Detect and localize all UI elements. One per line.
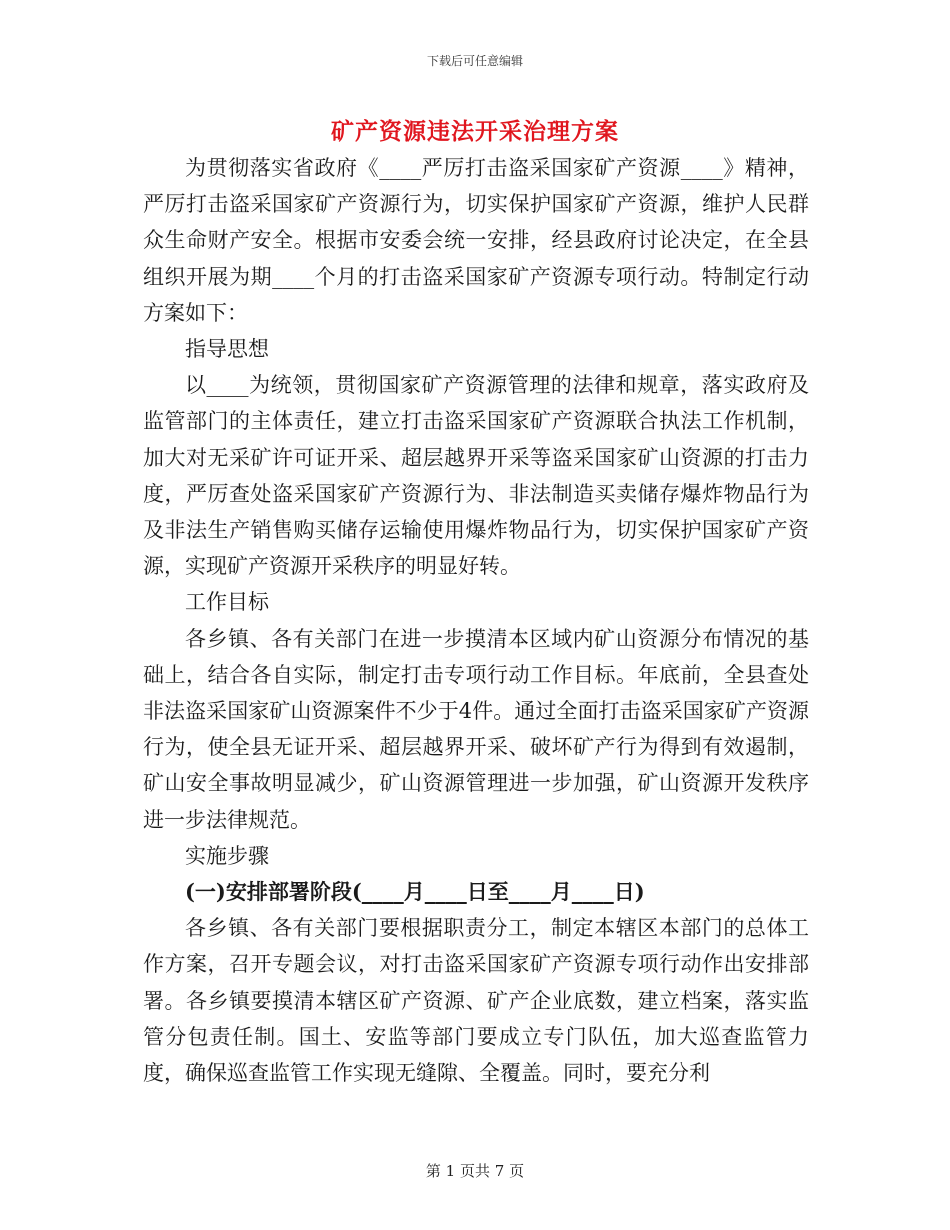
document-title: 矿产资源违法开采治理方案	[331, 118, 619, 145]
heading-phase-one: (一)安排部署阶段(____月____日至____月____日)	[185, 879, 645, 905]
heading-guiding-thought: 指导思想	[185, 337, 269, 362]
intro-paragraph: 为贯彻落实省政府《____严厉打击盗采国家矿产资源____》精神，严厉打击盗采国家矿产资源行为，切实保护国家矿产资源，维护人民群众生命财产安全。根据市安委会统一安排，经县政府讨论决定，在全县组织开展为期____个月的打击盗采国家矿产资源专项行动。特制定行动方案如下：	[143, 156, 809, 325]
header-note: 下载后可任意编辑	[426, 54, 523, 68]
guiding-thought-paragraph: 以____为统领，贯彻国家矿产资源管理的法律和规章，落实政府及监管部门的主体责任，建立打击盗采国家矿产资源联合执法工作机制，加大对无采矿许可证开采、超层越界开采等盗采国家矿山资源的打击力度，严厉查处盗采国家矿产资源行为、非法制造买卖储存爆炸物品行为及非法生产销售购买储存运输使用爆炸物品行为，切实保护国家矿产资源，实现矿产资源开采秩序的明显好转。	[143, 373, 809, 579]
heading-implementation-steps: 实施步骤	[185, 843, 269, 868]
page-footer: 第 1 页共 7 页	[425, 1162, 525, 1180]
document-body	[143, 150, 809, 1091]
phase-one-paragraph: 各乡镇、各有关部门要根据职责分工，制定本辖区本部门的总体工作方案，召开专题会议，对打击盗采国家矿产资源专项行动作出安排部署。各乡镇要摸清本辖区矿产资源、矿产企业底数，建立档案，落实监管分包责任制。国土、安监等部门要成立专门队伍，加大巡查监管力度，确保巡查监管工作实现无缝隙、全覆盖。同时，要充分利	[143, 916, 809, 1086]
work-goal-paragraph: 各乡镇、各有关部门在进一步摸清本区域内矿山资源分布情况的基础上，结合各自实际，制定打击专项行动工作目标。年底前，全县查处非法盗采国家矿山资源案件不少于4件。通过全面打击盗采国家矿产资源行为，使全县无证开采、超层越界开采、破坏矿产行为得到有效遏制，矿山安全事故明显减少，矿山资源管理进一步加强，矿山资源开发秩序进一步法律规范。	[143, 626, 809, 832]
heading-work-goal: 工作目标	[185, 590, 269, 615]
